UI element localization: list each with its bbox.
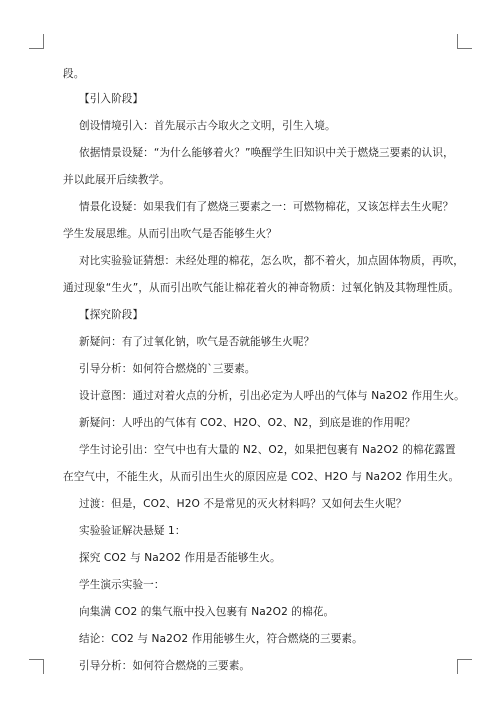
paragraph-line: 创设情境引入：首先展示古今取火之文明，引生入境。 — [79, 120, 336, 132]
paragraph-line: 结论：CO2 与 Na2O2 作用能够生火，符合燃烧的三要素。 — [79, 633, 363, 645]
paragraph-line: 向集满 CO2 的集气瓶中投入包裹有 Na2O2 的棉花。 — [79, 606, 335, 618]
paragraph-line: 依据情景设疑：“为什么能够着火？”唤醒学生旧知识中关于燃烧三要素的认识， — [79, 147, 454, 159]
paragraph-line: 学生讨论引出：空气中也有大量的 N2、O2，如果把包裹有 Na2O2 的棉花露置 — [79, 444, 456, 456]
crop-mark-bottom-left — [29, 659, 44, 674]
paragraph-line: 新疑问：有了过氧化钠，吹气是否就能够生火呢？ — [79, 336, 315, 348]
paragraph-line: 对比实验验证猜想：未经处理的棉花，怎么吹，都不着火，加点固体物质，再吹， — [79, 255, 464, 267]
paragraph-line: 学生发展思维。从而引出吹气是否能够生火？ — [63, 228, 277, 240]
paragraph-line: 情景化设疑：如果我们有了燃烧三要素之一：可燃物棉花，又该怎样去生火呢？ — [79, 201, 454, 213]
paragraph-line: 通过现象“生火”，从而引出吹气能让棉花着火的神奇物质：过氧化钠及其物理性质。 — [63, 282, 460, 294]
paragraph-line: 段。 — [63, 68, 85, 80]
crop-mark-bottom-right — [457, 659, 472, 674]
crop-mark-top-left — [29, 34, 44, 49]
paragraph-line: 引导分析：如何符合燃烧的三要素。 — [79, 660, 251, 672]
paragraph-line: 新疑问：人呼出的气体有 CO2、H2O、O2、N2，到底是谁的作用呢？ — [79, 417, 416, 429]
paragraph-line: 学生演示实验一： — [79, 579, 165, 591]
section-heading-explore: 【探究阶段】 — [79, 309, 144, 321]
paragraph-line: 过渡：但是，CO2、H2O 不是常见的灭火材料吗？又如何去生火呢？ — [79, 498, 407, 510]
paragraph-line: 探究 CO2 与 Na2O2 作用是否能够生火。 — [79, 552, 281, 564]
paragraph-line: 实验验证解决悬疑 1： — [79, 525, 186, 537]
paragraph-line: 设计意图：通过对着火点的分析，引出必定为人呼出的气体与 Na2O2 作用生火。 — [79, 390, 465, 402]
paragraph-line: 引导分析：如何符合燃烧的`三要素。 — [79, 363, 256, 375]
paragraph-line: 并以此展开后续教学。 — [63, 174, 170, 186]
section-heading-intro: 【引入阶段】 — [79, 93, 144, 105]
paragraph-line: 在空气中，不能生火，从而引出生火的原因应是 CO2、H2O 与 Na2O2 作用生火。 — [63, 471, 460, 483]
crop-mark-top-right — [457, 34, 472, 49]
